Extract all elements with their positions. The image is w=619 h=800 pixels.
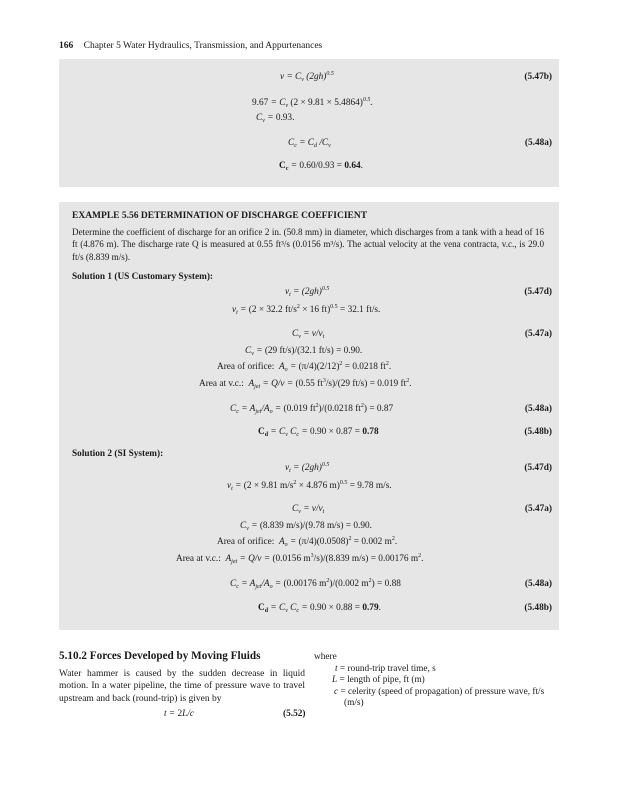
- where-L: L = length of pipe, ft (m): [332, 675, 425, 686]
- area-orifice-line: Area of orifice: $A_o = (\pi/4)(2/12)^2 = 0.0218$ $ft^2$.: [217, 361, 392, 373]
- area-orifice-label: Area of orifice:: [217, 537, 275, 547]
- eq-number: (5.48a): [524, 138, 552, 148]
- eq-number: (5.47d): [524, 463, 552, 473]
- equation-line: $v_t = (2 \times 32.2$ $ft/s^2 \times 16$ ft)$^{0.5}$ = 32.1 ft/s.: [232, 304, 381, 316]
- eq-number: (5.47b): [524, 72, 552, 82]
- equation-5-47b: $v = C_v$ $(2gh)^{0.5}$: [280, 71, 334, 83]
- equation-line: $C_v = (8.839$ m/s)/(9.78 m/s) = 0.90.: [240, 521, 372, 532]
- equation-line: $C_v = (29$ ft/s)/(32.1 ft/s) = 0.90.: [245, 346, 363, 357]
- where-t: t = round-trip travel time, s: [335, 663, 436, 674]
- equation-5-47d: $v_t = (2gh)^{0.5}$: [285, 286, 330, 298]
- area-orifice-line: Area of orifice: $A_o = (\pi/4)(0.0508)^2 = 0.002$ $m^2$.: [217, 536, 398, 548]
- example-panel: [59, 202, 559, 630]
- equation-5-52: t = 2L/c: [164, 709, 195, 719]
- area-vc-label: Area at v.c.:: [176, 554, 221, 564]
- area-vc-line: Area at v.c.: $A_{jet} = Q/v = (0.0156$ $m^3/s)/(8.839$ m/s) = 0.00176 $m^2$.: [176, 553, 424, 565]
- where-c-def: = celerity (speed of propagation) of pressure wave, ft/s: [340, 686, 545, 697]
- equation-5-47a: $C_v = v/v_t$: [292, 504, 325, 515]
- eq-number: (5.47d): [524, 287, 552, 297]
- equation-line: $v_t = (2 \times 9.81$ $m/s^2 \times 4.876$ m)$^{0.5}$ = 9.78 m/s.: [227, 480, 392, 492]
- eq-number: (5.47a): [524, 504, 552, 514]
- equation-line: $9.67 = C_v$ $(2 \times 9.81 \times 5.4864)^{0.5}$.: [252, 97, 373, 109]
- where-block: [314, 652, 562, 710]
- eq-number: (5.48b): [524, 427, 552, 437]
- where-t-def: = round-trip travel time, s: [339, 663, 436, 674]
- solution2-label: Solution 2 (SI System):: [72, 449, 164, 459]
- eq-number: (5.48b): [524, 603, 552, 613]
- page-header: [59, 41, 322, 51]
- eq-number: (5.48a): [524, 404, 552, 414]
- equation-5-48a: $C_c = C_d$ $/C_v$: [288, 138, 331, 149]
- equation-5-48a: $C_c = A_{jet}/A_o = (0.019$ $ft^2)/(0.0218$ $ft^2) = 0.87$: [230, 403, 394, 415]
- equation-5-47a: $C_v = v/v_t$: [292, 329, 325, 340]
- example-title: EXAMPLE 5.56 DETERMINATION OF DISCHARGE COEFFICIENT: [72, 211, 368, 221]
- equation-5-48b: $C_d = C_v$ $C_c = 0.90 \times 0.88 = 0.79$.: [258, 603, 381, 614]
- equation-5-48a: $C_c = A_{jet}/A_o = (0.00176$ $m^2)/(0.002$ $m^2) = 0.88$: [230, 578, 401, 590]
- eq-number: (5.48a): [524, 579, 552, 589]
- equation-5-48b: $C_d = C_v$ $C_c = 0.90 \times 0.87 = 0.78$: [258, 427, 379, 438]
- area-vc-label: Area at v.c.:: [199, 379, 244, 389]
- problem-statement: Determine the coefficient of discharge for an orifice 2 in. (50.8 mm) in diameter, which discharges from a tank with a head of 16 ft (4.876 m). The discharge rate Q is measured at 0.55 ft³/s (0.0156 m³/s). The actual velocity at the vena contracta, v.c., is 29.0 ft/s (8.839 m/s).: [72, 227, 544, 262]
- running-title: Chapter 5 Water Hydraulics, Transmission, and Appurtenances: [83, 41, 323, 51]
- where-c: c = celerity (speed of propagation) of pressure wave, ft/s: [334, 686, 545, 697]
- equation-5-47d: $v_t = (2gh)^{0.5}$: [285, 462, 330, 474]
- page-number: 166: [59, 41, 74, 51]
- equation-line: $C_v = 0.93$.: [256, 113, 295, 124]
- equation-result: $C_c = 0.60/0.93 = 0.64$.: [279, 161, 363, 172]
- area-vc-line: Area at v.c.: $A_{jet} = Q/v = (0.55$ $ft^3/s)/(29$ ft/s) = 0.019 $ft^2$.: [199, 378, 412, 390]
- section-heading: 5.10.2 Forces Developed by Moving Fluids: [59, 650, 261, 662]
- where-L-def: = length of pipe, ft (m): [339, 675, 425, 686]
- where-c-cont: (m/s): [344, 698, 364, 709]
- solution1-label: Solution 1 (US Customary System):: [72, 272, 214, 282]
- section-body: Water hammer is caused by the sudden decrease in liquid motion. In a water pipeline, the time of pressure wave to travel upstream and back (round-trip) is given by: [59, 669, 305, 704]
- where-label: where: [314, 652, 337, 662]
- area-orifice-label: Area of orifice:: [217, 362, 275, 372]
- eq-number: (5.47a): [524, 329, 552, 339]
- eq-number: (5.52): [283, 709, 306, 719]
